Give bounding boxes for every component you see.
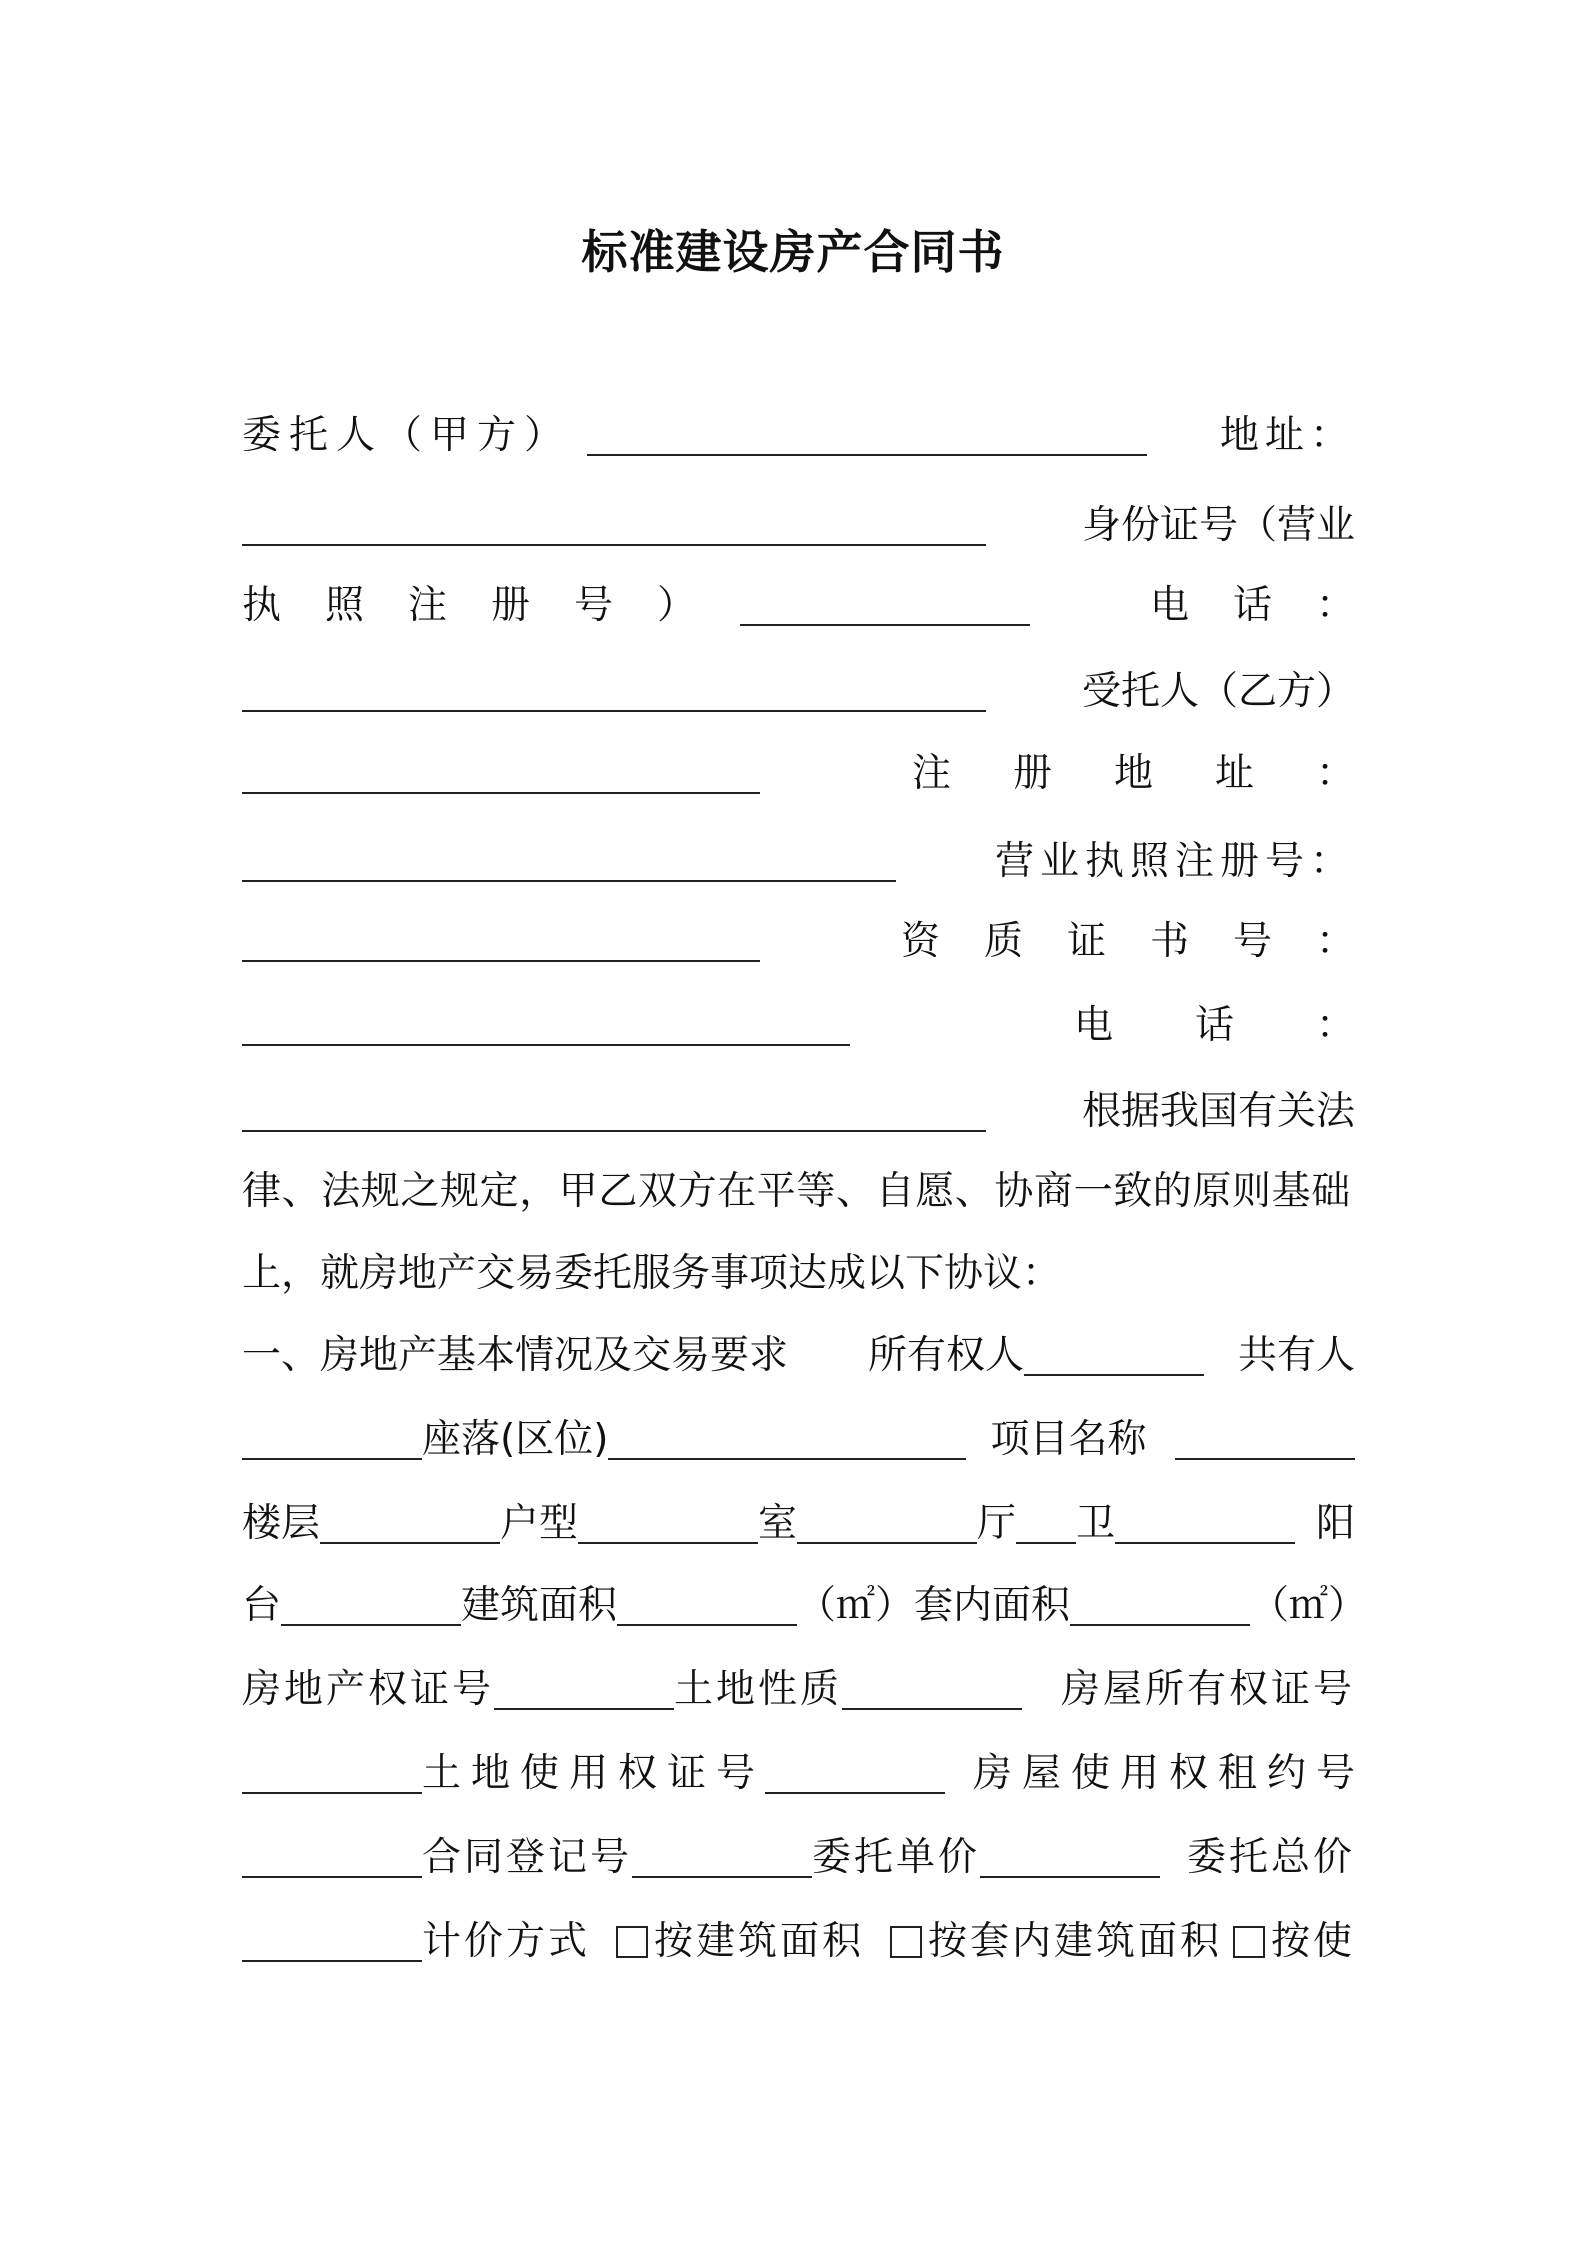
basis-text-start: 根据我国有关法 [1081, 1089, 1355, 1134]
inner-area-label: （㎡）套内面积 [797, 1583, 1071, 1628]
line-area [242, 1576, 1368, 1636]
license-blank[interactable] [740, 584, 1030, 626]
line-basis [242, 1082, 1355, 1142]
ownership-cert-blank[interactable] [242, 1752, 422, 1794]
license-label: 执照注册号） [242, 583, 741, 628]
line-address [242, 496, 1355, 556]
line-agent [242, 662, 1355, 722]
total-price-label: 委托总价 [1186, 1835, 1355, 1880]
basis-text-3: 上，就房地产交易委托服务事项达成以下协议： [242, 1251, 1062, 1296]
bath-blank[interactable] [1115, 1502, 1295, 1544]
reg-address-blank[interactable] [242, 840, 896, 882]
line-location [242, 1410, 1355, 1470]
agent-label: 受托人（乙方） [1081, 669, 1355, 714]
co-owner-label: 共有人 [1237, 1333, 1355, 1378]
inner-area-blank[interactable] [1070, 1584, 1250, 1626]
line-contract-reg [242, 1828, 1355, 1888]
agent-phone-blank[interactable] [242, 1090, 986, 1132]
lease-blank[interactable] [242, 1836, 422, 1878]
floor-label: 楼层 [242, 1501, 321, 1546]
room-label: 室 [758, 1501, 798, 1546]
line-land-use [242, 1744, 1365, 1804]
id-number-label: 身份证号（营业 [1081, 503, 1355, 548]
line-cert [242, 912, 1399, 972]
cert-label: 资质证书号： [900, 919, 1399, 964]
address-label: 地址： [1219, 413, 1355, 458]
checkbox-building-area[interactable] [616, 1926, 648, 1958]
checkbox-inner-area[interactable] [890, 1926, 922, 1958]
building-area-label: 建筑面积 [461, 1583, 618, 1628]
land-use-blank[interactable] [765, 1752, 945, 1794]
bath-label: 卫 [1076, 1501, 1116, 1546]
line-property-cert [242, 1660, 1355, 1720]
land-nature-label: 土地性质 [674, 1667, 843, 1712]
balcony-blank[interactable] [281, 1584, 461, 1626]
reg-address-label: 注册地址： [911, 751, 1417, 796]
total-price-blank[interactable] [242, 1920, 422, 1962]
biz-license-label: 营业执照注册号： [994, 839, 1355, 884]
cert-blank[interactable] [242, 1004, 850, 1046]
owner-blank[interactable] [1024, 1334, 1204, 1376]
hall-label: 厅 [977, 1501, 1017, 1546]
unit-type-blank[interactable] [578, 1502, 758, 1544]
option-usage-area: 按使 [1270, 1919, 1355, 1964]
line-principal [242, 406, 1355, 466]
checkbox-usage-area[interactable] [1233, 1926, 1265, 1958]
property-cert-label: 房地产权证号 [242, 1667, 495, 1712]
line-basis-2 [242, 1162, 1355, 1222]
ownership-cert-label: 房屋所有权证号 [1060, 1667, 1355, 1712]
agent-name-blank[interactable] [242, 752, 760, 794]
unit-price-label: 委托单价 [812, 1835, 981, 1880]
inner-area-unit: （㎡） [1250, 1583, 1368, 1628]
floor-blank[interactable] [320, 1502, 500, 1544]
basis-text-2: 律、法规之规定，甲乙双方在平等、自愿、协商一致的原则基础 [242, 1169, 1351, 1214]
phone-label-2: 电话： [1073, 1003, 1437, 1048]
pricing-method-label: 计价方式 [422, 1919, 591, 1964]
principal-name-blank[interactable] [587, 414, 1147, 456]
principal-phone-blank[interactable] [242, 670, 986, 712]
document-title: 标准建设房产合同书 [581, 225, 1005, 279]
unit-type-label: 户型 [500, 1501, 579, 1546]
balcony-label-end: 台 [242, 1583, 282, 1628]
principal-address-blank[interactable] [242, 504, 986, 546]
contract-reg-label: 合同登记号 [422, 1835, 633, 1880]
room-blank[interactable] [797, 1502, 977, 1544]
project-name-blank[interactable] [1175, 1418, 1355, 1460]
option-inner-area: 按套内建筑面积 [928, 1919, 1223, 1964]
co-owner-blank[interactable] [242, 1418, 422, 1460]
building-area-blank[interactable] [617, 1584, 797, 1626]
location-blank[interactable] [608, 1418, 966, 1460]
phone-label-1: 电话： [1149, 583, 1399, 628]
line-license [242, 576, 1399, 636]
property-cert-blank[interactable] [494, 1668, 674, 1710]
line-biz-license [242, 832, 1355, 892]
contract-reg-blank[interactable] [632, 1836, 812, 1878]
owner-label: 所有权人 [868, 1333, 1025, 1378]
line-phone-2 [242, 996, 1437, 1056]
location-label: 座落(区位) [422, 1417, 609, 1462]
lease-label: 房屋使用权租约号 [972, 1751, 1365, 1796]
unit-price-blank[interactable] [980, 1836, 1160, 1878]
land-nature-blank[interactable] [842, 1668, 1022, 1710]
line-basis-3 [242, 1244, 1355, 1304]
line-floor [242, 1494, 1355, 1554]
land-use-label: 土地使用权证号 [422, 1751, 766, 1796]
line-section-1 [242, 1326, 1355, 1386]
project-name-label: 项目名称 [990, 1417, 1147, 1462]
line-pricing [242, 1912, 1355, 1972]
hall-blank[interactable] [1016, 1502, 1076, 1544]
balcony-label-start: 阳 [1315, 1501, 1355, 1546]
principal-label: 委托人（甲方） [242, 413, 572, 458]
biz-license-blank[interactable] [242, 920, 760, 962]
section-1-heading: 一、房地产基本情况及交易要求 [242, 1333, 789, 1378]
line-reg-address [242, 744, 1417, 804]
option-building-area: 按建筑面积 [654, 1919, 865, 1964]
